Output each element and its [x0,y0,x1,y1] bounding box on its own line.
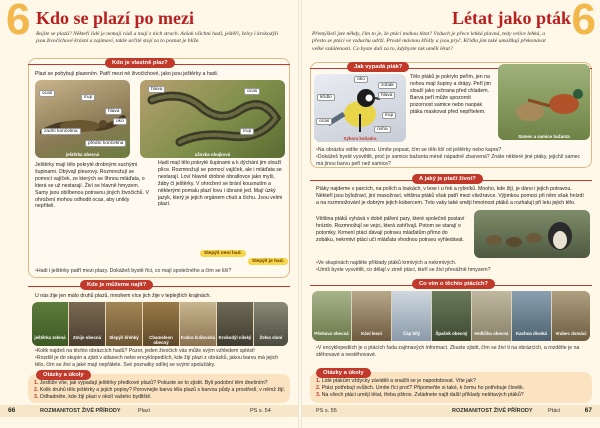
label: ocas [316,118,332,125]
photo-caption: Vrabec domácí [555,331,587,336]
section-text: Ptáky najdeme v parcích, na polích a loukách, v lese i u řek a rybníků. Mnoho, kde žijí, je dáno i jejich potravou. Někteří jsou býložraví, jiní masožraví, většina ptáků však patří mezi všežravce. Výjimkou pomoci při něm však hnízdí a na rozmnožování je dobrým jejich kobercem. Tvto vaky také směji hmotnost ptáků a rozhalují při letu jejich tělo. [316,186,584,206]
question: 1. Lidé ptákům vždycky záviděli a snažili se je napodobovat. Víte jak? [316,378,476,384]
section-title: Kde je můžeme najít? [80,280,153,290]
questions-title: Otázky a úkoly [316,368,371,378]
photo-caption: Samec a samice bažanta [518,134,570,139]
label: hlava [148,86,165,93]
label: hlava [378,92,395,99]
label: hlava [105,108,122,115]
lesson-number: 6 [6,0,31,44]
section-text: Většina ptáků vyhává v době páření pary, které společně postaví hnízdo. Rozmnožují se vejci, která zahřívají. Potom se starají o potomky. Krmení ptáci dávají potravu mláďatům přímo do zobáku, nekrmiví ptáci učí mláďata vhodnou potravu vyhledávat. [316,216,465,243]
photo-caption: Želva sloní [259,335,283,340]
bullet: • Umíš byste vysvětlit, co dělají v zimě ptáci, kteří se živí převážně hmyzem? [316,267,588,274]
page-title: Létat jako pták [452,8,572,28]
pheasant-photo [498,64,590,140]
label: trup [382,112,396,119]
label: zadní končetina [41,128,81,135]
question: 2. Kolik druhů tělo ještěrky a jejich popisy? Porovnejte barvu těla plazů s barvou půdy a prostředí, v němž žijí. [34,387,286,393]
question: 3. Odhadněte, kde žijí plazi v okolí vašeho bydliště. [34,394,152,400]
label: trup [81,94,95,101]
section-title: Jak vypadá pták? [347,62,409,72]
question-text: Na všech ptáci umějí létat, třeba pštros. Zvládnete najít další příklady nelétavých ptáků? [321,392,524,398]
lizard-photo [35,80,130,158]
divider [28,286,290,287]
photo-caption: Kání lesní [361,331,382,336]
footer-subtitle: Plazi [138,408,150,414]
photo-caption: Chameleon obecný [149,335,173,345]
bullet: • Ve skupinách najděte příklady ptáků krmivých a nekrmivých. [316,260,588,267]
photo-caption: ještěrka zelená [34,335,66,340]
left-page [0,0,298,428]
question-text: Ptáci potřebují svůbch. Umíte říci proč? Připomeňte si také, k čemu ho potřebuje člověk. [321,385,525,391]
photo-caption: Slepýš křehký [109,335,139,340]
section-title: A jaký je ptačí život? [412,174,483,184]
lesson-number: 6 [571,0,596,44]
photo-caption: ještěrka obecná [65,152,100,157]
snake-photo [140,80,285,158]
workbook-ref: PS s. 54 [250,408,271,414]
workbook-ref: PS s. 55 [316,408,337,414]
page-title: Kdo se plazí po mezi [36,8,194,28]
bullet: • Dokážeš bystě vysvětlit, proč je samice bažanta méně nápadně zbarvená? Znáte některé jiné ptáky, jejichž samec má jinou barvu peří než samice? [316,154,588,168]
bullet: • V encyklopediích je o ptácích řada zajímavých informací. Zkuste zjistit, čím se živí ti na obrázcích, a rozdělte je na stěhovavé a nestěhovavé. [316,345,588,359]
question-text: Kolik druhů tělo ještěrky a jejich popisy? Porovnejte barvu těla plazů s barvou půdy a prostředí, v němž žijí. [39,387,286,393]
footer-subtitle: Ptáci [548,408,561,414]
intro-text: Přemýšleli jste někdy, čím to je, že ptáci mohou létat? Vzduch je přece lehká plavná, tedy velice lehká, a přesto se ptáci ve vzduchu udrží. Prostě mávnou křídly a jsou pryč. Křídla jim také umožňují překonávat velké vzdálenosti. Co byste dali za to, kdybyste tak uměli létat? [312,31,546,52]
label: oko [113,118,127,125]
tit-photo [314,74,406,142]
label: noha [374,126,391,133]
page-number: 66 [8,407,16,414]
questions-title: Otázky a úkoly [36,370,91,380]
duck-icon [474,210,590,258]
photo-caption: Pěnkava obecná [314,331,349,336]
speech-bubble: Slepýš není had. [200,250,246,257]
label: ocas [244,88,260,95]
bullet: • Rozděl je do skupin a zjisti v atlasech nebo encyklopediích, kde žijí plazi z obrázků, jakou barvu má jejich tělo, čím se živí a jaké mají nepřátele. Své poznatky sdílej se svými spolužáky. [35,355,285,369]
photo-caption: Sýkora koňadra [343,136,377,141]
bullet: • Na obrázku vidíte sýkoru. Umíte popsat, čím se tělo liší od ještěrky nebo kapra? [316,147,588,154]
snake-text: Hadi mají tělo pokryté šupinami a k dýchání jim slouží plíce. Rozmnožují se pomocí vajíček, ale i mláďata se nestarají. Loví hlavně drobné obratlovce jako myši, žáby či ještěrky. V ohrožení se brání kousnutím a některými pomalu plazí lovu i úbrané jed. Mají úzký jazyk, který je jejich orgánem chuti a čichu. Jsou velmi plazí. [158,160,283,208]
question: 2. Ptáci potřebují svůbch. Umíte říci proč? Připomeňte si také, k čemu ho potřebuje člověk. [316,385,525,391]
question: 1. Jestliže víte, jak vypadají ještěrky předkové plazů? Pokuste se to zjistit. Byli podobní těm dnešním? [34,380,268,386]
question-text: Odhadněte, kde žijí plazi v okolí vašeho bydliště. [39,394,152,400]
label: ocas [39,90,55,97]
label: trup [240,128,254,135]
photo-caption: Zmije obecná [72,335,102,340]
photo-caption: Kachna divoká [516,331,547,336]
photo-caption: Špaček obecný [435,331,468,336]
section-text: U nás žije jen málo druhů plazů, mnohem více jich žije v teplejších krajinách. [35,293,211,299]
section-title: Kdo je vlastně plaz? [105,58,175,68]
label: přední končetina [85,140,126,147]
bullet: • Hadi i ještěrky patří mezi plazy. Dokážeš bystě říci, co mají společného a čím se liší? [35,268,285,275]
section-text: Tělo ptáků je pokryto peřím, jen na nohou mají šupiny a drápy. Peří jim slouží jako ochrana před chladem. Barva peří může upozornit pozornost samice nebo naopak ptáka maskovat před nepřítelem. [410,74,491,115]
reptile-row [32,302,288,346]
pheasant-icon [498,64,590,140]
bullet: • Kolik najdeš na těchto obrázcích hadů? Pozor, jeden živočich vás může svým vzhledem splést! [35,348,285,355]
question: 3. Na všech ptáci umějí létat, třeba pštros. Zvládnete najít další příklady nelétavých ptáků? [316,392,524,398]
lizard-text: Ještěrky mají tělo pokryté drobnými suchými šupinami. Obývají pleurovy. Rozmnožují se pomocí vajíček, ze kterých se líhnou mláďata, o která se už nestarají. Živí se hlavně hmyzem. Samy jsou oblíbenou potravou jiných živočichů. V ohrožení mohou odhodit ocas, aby unikly nepříteli. [35,162,149,210]
photo-caption: Hrdlička obecná [474,331,509,336]
right-page [302,0,600,428]
intro-text: Bojíte se plazů? Někteří lidé je nemají rádi a mají z nich strach. Avšak všichni hadi, ještěři, želvy i krokodýli jsou živočichové krásní a zajímaví, takže určitě stojí za to poznat je blíže. [36,31,279,45]
section-title: Co vím o těchto ptácích? [412,279,495,289]
photo-caption: užovka obojková [194,152,231,157]
question-text: Lidé ptákům vždycky záviděli a snažili se je napodobovat. Víte jak? [321,378,476,384]
label: oko [354,76,368,83]
label: křídlo [317,94,335,101]
ducks-photo [474,210,590,258]
birds-row [312,291,590,341]
question-text: Jestliže víte, jak vypadají ještěrky předkové plazů? Pokuste se to zjistit. Byli podobní těm dnešním? [39,380,268,386]
page-number: 67 [584,407,592,414]
label: zobák [378,82,397,89]
photo-caption: Čáp bílý [402,331,421,336]
section-text: Plazi se pohybují plazením. Patří mezi ně živočichové, jako jsou ještěrky a hadi. [35,71,219,77]
photo-caption: Kobra královská [180,335,216,340]
footer-title: ROZMANITOST ŽIVÉ PŘÍRODY [40,408,121,414]
photo-caption: Krokodýl nilský [218,335,252,340]
speech-bubble: Slepýš je had. [248,258,288,265]
footer-title: ROZMANITOST ŽIVÉ PŘÍRODY [452,408,533,414]
